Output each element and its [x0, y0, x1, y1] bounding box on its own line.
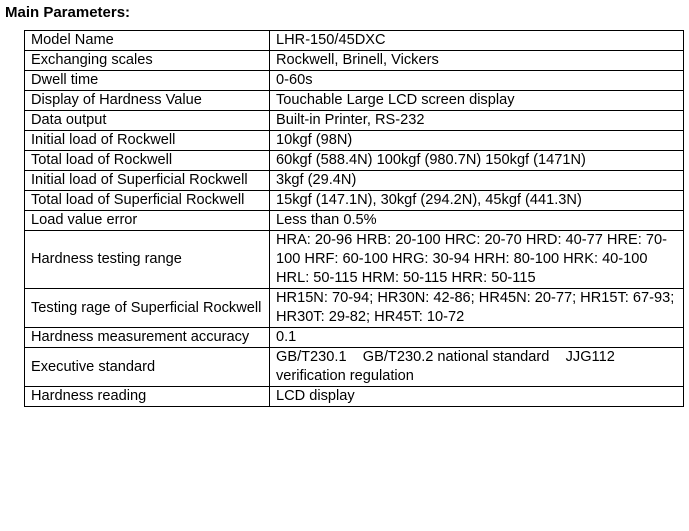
- table-row: [25, 51, 684, 71]
- param-label: Hardness measurement accuracy: [25, 328, 270, 348]
- table-row: [25, 71, 684, 91]
- table-row: [25, 328, 684, 348]
- table-row: [25, 348, 684, 387]
- param-value: LCD display: [270, 387, 684, 407]
- param-value: LHR-150/45DXC: [270, 31, 684, 51]
- param-label: Hardness reading: [25, 387, 270, 407]
- param-label: Total load of Superficial Rockwell: [25, 191, 270, 211]
- parameters-table: [24, 30, 684, 407]
- param-value: HR15N: 70-94; HR30N: 42-86; HR45N: 20-77; HR15T: 67-93; HR30T: 29-82; HR45T: 10-72: [270, 289, 684, 328]
- param-label: Load value error: [25, 211, 270, 231]
- param-label: Data output: [25, 111, 270, 131]
- table-row: [25, 31, 684, 51]
- table-row: [25, 111, 684, 131]
- table-row: [25, 171, 684, 191]
- param-label: Initial load of Rockwell: [25, 131, 270, 151]
- param-value: HRA: 20-96 HRB: 20-100 HRC: 20-70 HRD: 40-77 HRE: 70-100 HRF: 60-100 HRG: 30-94 HRH: 80-100 HRK: 40-100 HRL: 50-115 HRM: 50-115 HRR: 50-115: [270, 231, 684, 289]
- param-label: Model Name: [25, 31, 270, 51]
- param-label: Hardness testing range: [25, 231, 270, 289]
- param-value: 0-60s: [270, 71, 684, 91]
- param-label: Display of Hardness Value: [25, 91, 270, 111]
- table-row: [25, 387, 684, 407]
- param-label: Total load of Rockwell: [25, 151, 270, 171]
- param-value: 15kgf (147.1N), 30kgf (294.2N), 45kgf (441.3N): [270, 191, 684, 211]
- table-row: [25, 231, 684, 289]
- section-heading: Main Parameters:: [5, 4, 131, 21]
- param-value: 60kgf (588.4N) 100kgf (980.7N) 150kgf (1471N): [270, 151, 684, 171]
- table-row: [25, 91, 684, 111]
- param-value: Touchable Large LCD screen display: [270, 91, 684, 111]
- param-label: Exchanging scales: [25, 51, 270, 71]
- param-value: GB/T230.1 GB/T230.2 national standard JJG112 verification regulation: [270, 348, 684, 387]
- param-value: Less than 0.5%: [270, 211, 684, 231]
- param-label: Initial load of Superficial Rockwell: [25, 171, 270, 191]
- param-value: Built-in Printer, RS-232: [270, 111, 684, 131]
- param-value: 10kgf (98N): [270, 131, 684, 151]
- table-row: [25, 131, 684, 151]
- table-row: [25, 289, 684, 328]
- param-value: Rockwell, Brinell, Vickers: [270, 51, 684, 71]
- table-row: [25, 151, 684, 171]
- table-row: [25, 191, 684, 211]
- param-value: 0.1: [270, 328, 684, 348]
- param-label: Dwell time: [25, 71, 270, 91]
- param-value: 3kgf (29.4N): [270, 171, 684, 191]
- param-label: Executive standard: [25, 348, 270, 387]
- param-label: Testing rage of Superficial Rockwell: [25, 289, 270, 328]
- table-row: [25, 211, 684, 231]
